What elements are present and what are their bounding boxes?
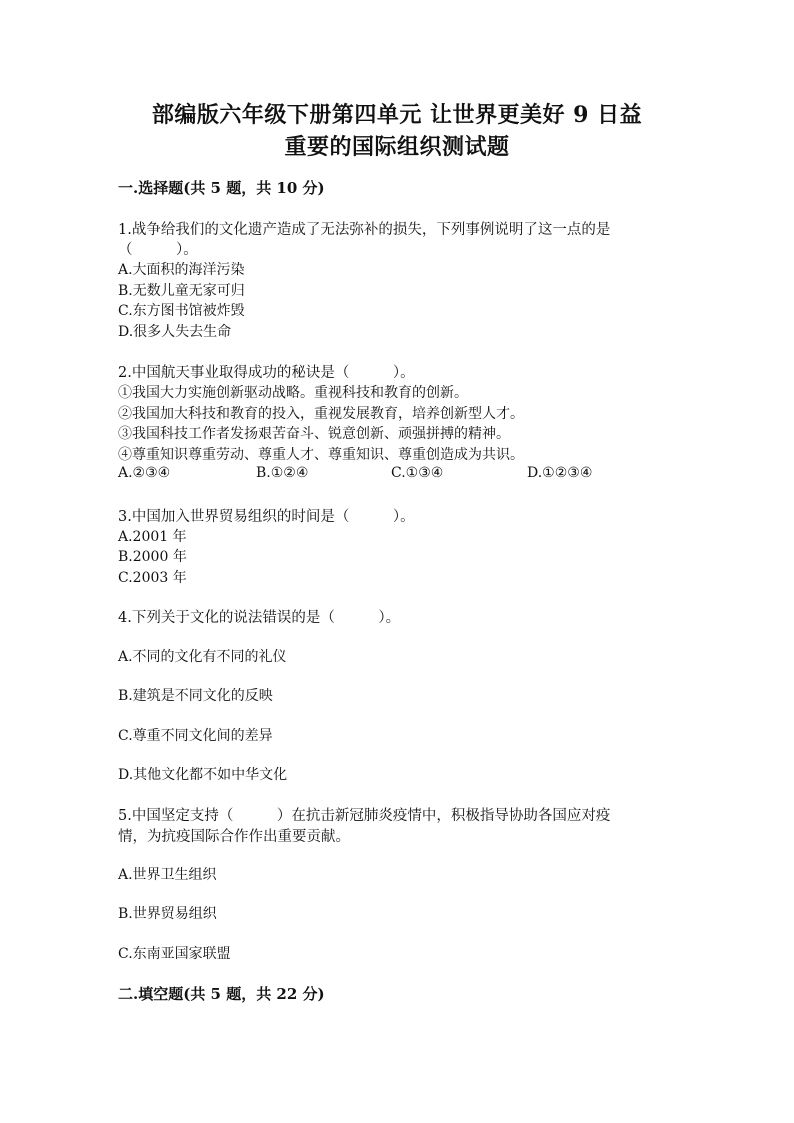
question-4-option-c: C.尊重不同文化间的差异 <box>118 728 273 744</box>
question-2-statement-4: ④尊重知识尊重劳动、尊重人才、尊重知识、尊重创造成为共识。 <box>118 447 524 463</box>
question-5-option-c: C.东南亚国家联盟 <box>118 946 231 962</box>
section-heading-fill: 二.填空题(共 5 题，共 22 分) <box>118 985 325 1003</box>
question-5-stem-line2: 情，为抗疫国际合作作出重要贡献。 <box>118 829 350 845</box>
question-2-option-b: B.①②④ <box>256 465 309 481</box>
question-3-option-c: C.2003 年 <box>118 570 187 586</box>
question-1-option-d: D.很多人失去生命 <box>118 324 232 340</box>
question-2-option-d: D.①②③④ <box>527 465 593 481</box>
question-1-option-a: A.大面积的海洋污染 <box>118 262 245 278</box>
section-heading-choice: 一.选择题(共 5 题，共 10 分) <box>118 179 325 197</box>
page-title-line2: 重要的国际组织测试题 <box>284 134 510 160</box>
question-4-option-d: D.其他文化都不如中华文化 <box>118 767 288 783</box>
question-5-option-b: B.世界贸易组织 <box>118 906 217 922</box>
question-3-stem: 3.中国加入世界贸易组织的时间是（ ）。 <box>118 509 415 525</box>
question-3-option-b: B.2000 年 <box>118 549 187 565</box>
question-2-statement-1: ①我国大力实施创新驱动战略。重视科技和教育的创新。 <box>118 385 468 401</box>
question-4-stem: 4.下列关于文化的说法错误的是（ ）。 <box>118 610 401 626</box>
question-2-stem: 2.中国航天事业取得成功的秘诀是（ ）。 <box>118 365 415 381</box>
question-1-stem-line1: 1.战争给我们的文化遗产造成了无法弥补的损失，下列事例说明了这一点的是 <box>118 222 611 238</box>
question-4-option-b: B.建筑是不同文化的反映 <box>118 688 273 704</box>
question-5-stem-line1: 5.中国坚定支持（ ）在抗击新冠肺炎疫情中，积极指导协助各国应对疫 <box>118 808 611 824</box>
question-1-option-b: B.无数儿童无家可归 <box>118 283 245 299</box>
question-2-statement-2: ②我国加大科技和教育的投入，重视发展教育，培养创新型人才。 <box>118 406 524 422</box>
question-3-option-a: A.2001 年 <box>118 529 187 545</box>
question-2-option-a: A.②③④ <box>118 465 171 481</box>
page-title-line1: 部编版六年级下册第四单元 让世界更美好 9 日益 <box>151 102 643 128</box>
question-2-statement-3: ③我国科技工作者发扬艰苦奋斗、锐意创新、顽强拼搏的精神。 <box>118 426 510 442</box>
question-2-option-c: C.①③④ <box>391 465 444 481</box>
question-5-option-a: A.世界卫生组织 <box>118 867 217 883</box>
question-1-option-c: C.东方图书馆被炸毁 <box>118 303 245 319</box>
question-4-option-a: A.不同的文化有不同的礼仪 <box>118 649 287 665</box>
question-1-stem-line2: （ ）。 <box>118 242 198 258</box>
